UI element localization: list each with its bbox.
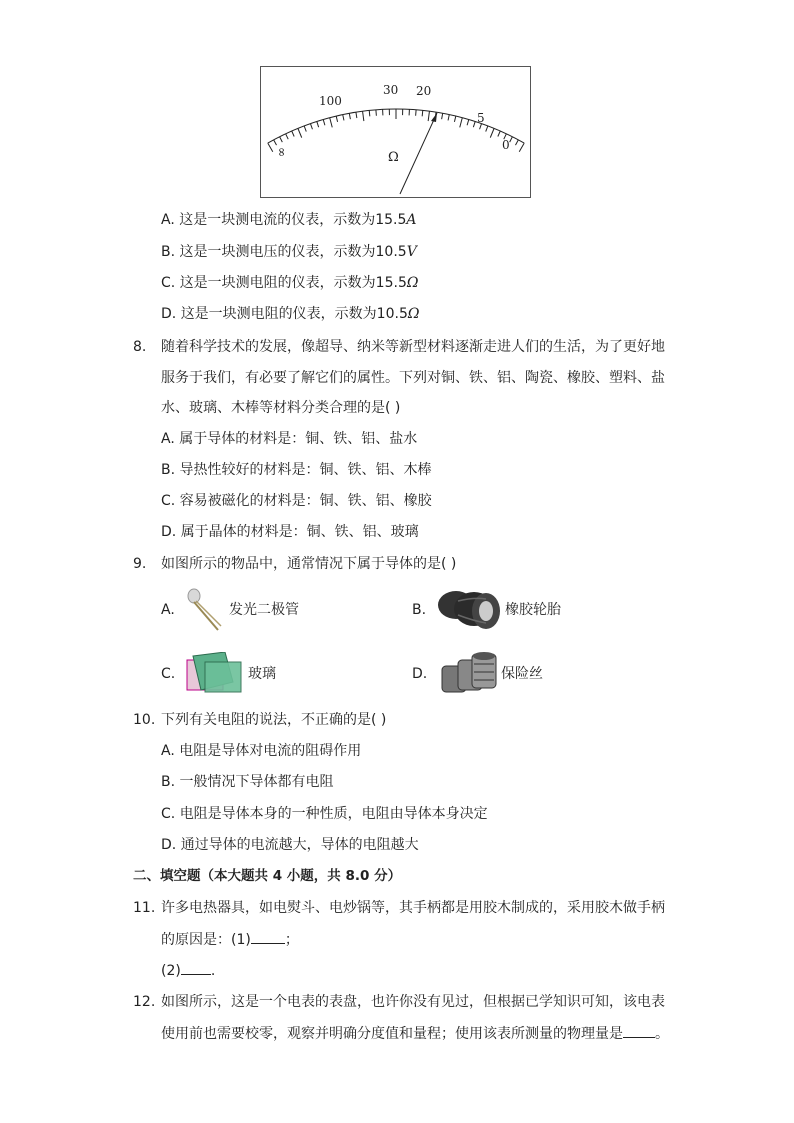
dial-tick [422,110,423,116]
glass-panes-icon [185,652,245,694]
q11-text-line-1: 许多电热器具，如电熨斗、电炒锅等，其手柄都是用胶木制成的，采用胶木做手柄 [161,900,665,916]
q11-blank-2[interactable] [181,960,211,975]
q12-text-line-1: 如图所示，这是一个电表的表盘，也许你没有见过，但根据已学知识可知，该电表 [161,994,665,1010]
dial-label-5: 5 [477,111,485,125]
dial-tick [356,112,357,118]
q11-blank-1[interactable] [251,929,285,944]
dial-tick [323,119,325,125]
q10-option-a: A. 电阻是导体对电流的阻碍作用 [161,743,362,759]
q10-number: 10. [133,712,156,728]
q12-blank[interactable] [623,1023,655,1038]
dial-tick [286,134,289,139]
q12-text-line-2: 使用前也需要校零，观察并明确分度值和量程；使用该表所测量的物理量是 。 [161,1023,669,1044]
dial-tick [280,137,283,142]
rubber-tires-icon [436,587,500,631]
dial-tick [298,128,302,137]
q9-option-a-label: 发光二极管 [229,602,299,618]
q8-option-b: B. 导热性较好的材料是：铜、铁、铝、木棒 [161,462,432,478]
dial-tick [349,113,350,119]
q7-option-a: A. 这是一块测电流的仪表，示数为15.5A [161,212,417,228]
q8-text-line-1: 随着科学技术的发展，像超导、纳米等新型材料逐渐走进人们的生活，为了更好地 [161,339,665,355]
dial-tick [467,119,469,125]
dial-pointer-head [431,113,437,122]
dial-tick [317,121,319,127]
dial-label-0: 0 [502,138,510,152]
q10-option-c: C. 电阻是导体本身的一种性质，电阻由导体本身决定 [161,806,488,822]
dial-tick [304,126,306,132]
dial-label-infinity: ∞ [275,147,289,157]
dial-tick [268,143,273,152]
ohmmeter-dial [261,67,532,199]
q12-number: 12. [133,994,156,1010]
q9-option-d-label: 保险丝 [501,666,543,682]
dial-tick [442,113,443,119]
q7-option-d: D. 这是一块测电阻的仪表，示数为10.5Ω [161,306,420,322]
dial-label-20: 20 [416,84,432,98]
dial-tick [369,110,370,116]
q11-text-line-3: (2) . [161,960,215,981]
dial-tick [448,115,449,121]
q8-text-line-2: 服务于我们，有必要了解它们的属性。下列对铜、铁、铝、陶瓷、橡胶、塑料、盐 [161,370,665,386]
dial-tick [274,140,277,145]
dial-tick [490,128,494,137]
q9-text: 如图所示的物品中，通常情况下属于导体的是( ) [161,556,457,572]
q9-option-b-label: 橡胶轮胎 [505,602,561,618]
dial-pointer [400,113,437,194]
q8-option-c: C. 容易被磁化的材料是：铜、铁、铝、橡胶 [161,493,432,509]
fuse-wire-spools-icon [440,650,498,696]
section-2-title: 二、填空题（本大题共 4 小题，共 8.0 分） [133,868,402,884]
dial-tick [510,137,513,142]
q10-text: 下列有关电阻的说法，不正确的是( ) [161,712,387,728]
q7-option-b: B. 这是一块测电压的仪表，示数为10.5V [161,244,417,260]
q7-option-c: C. 这是一块测电阻的仪表，示数为15.5Ω [161,275,419,291]
q8-number: 8. [133,339,147,355]
q11-text-line-2: 的原因是：(1) ； [161,929,299,950]
dial-ticks [268,109,524,152]
q9-option-b-letter: B. [412,602,427,618]
dial-tick [363,111,364,121]
ohmmeter-figure [260,66,531,198]
dial-tick [515,140,518,145]
dial-tick [292,131,294,136]
dial-tick [336,116,337,122]
dial-tick [473,121,475,127]
q8-option-d: D. 属于晶体的材料是：铜、铁、铝、玻璃 [161,524,419,540]
dial-tick [454,116,455,122]
q8-text-line-3: 水、玻璃、木棒等材料分类合理的是( ) [161,400,401,416]
dial-label-30: 30 [383,83,399,97]
q11-number: 11. [133,900,156,916]
q9-option-c-letter: C. [161,666,176,682]
q8-option-a: A. 属于导体的材料是：铜、铁、铝、盐水 [161,431,418,447]
q10-option-d: D. 通过导体的电流越大，导体的电阻越大 [161,837,419,853]
dial-tick [460,118,463,128]
dial-tick [330,118,333,128]
q9-option-c-label: 玻璃 [248,666,276,682]
dial-tick [343,115,344,121]
dial-tick [310,124,312,130]
dial-tick [486,126,488,132]
dial-tick [498,131,500,136]
dial-label-100: 100 [319,94,342,108]
q9-option-a-letter: A. [161,602,175,618]
dial-unit-ohm: Ω [388,150,399,165]
q9-option-d-letter: D. [412,666,428,682]
q10-option-b: B. 一般情况下导体都有电阻 [161,774,334,790]
led-diode-icon [185,588,225,634]
dial-tick [519,143,524,152]
dial-tick [428,111,429,121]
q9-number: 9. [133,556,147,572]
